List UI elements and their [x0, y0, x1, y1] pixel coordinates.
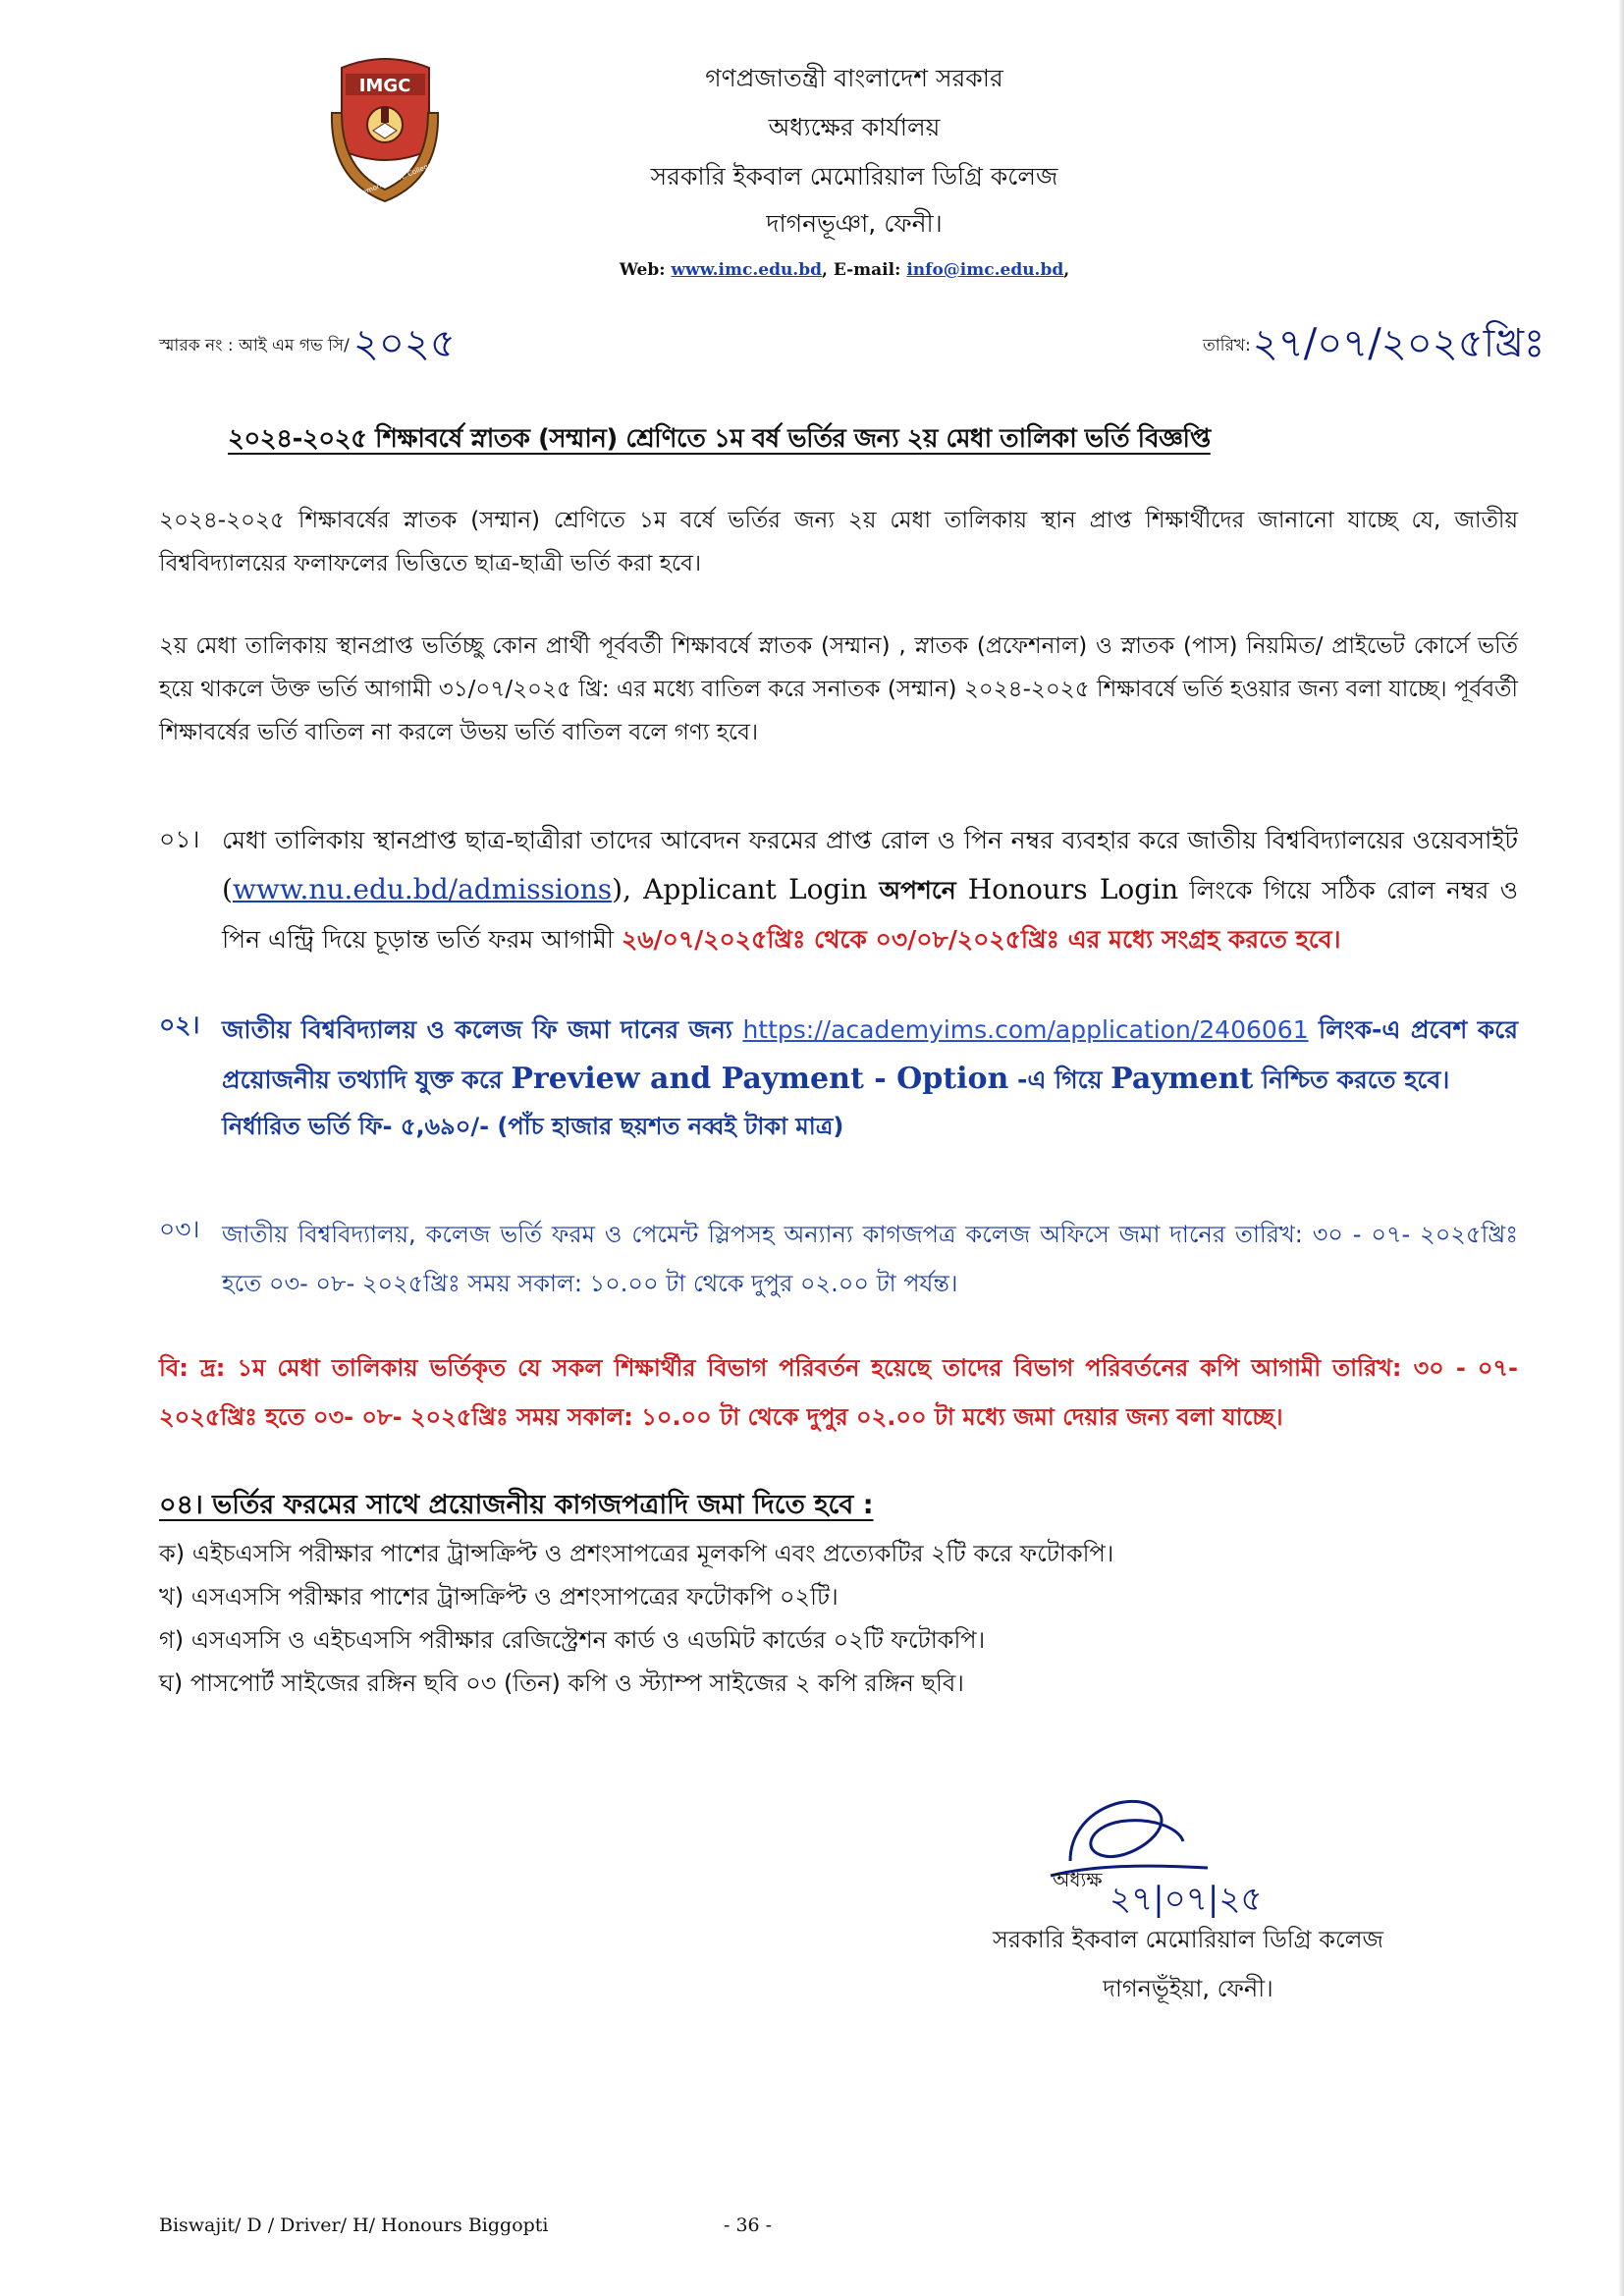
logo-ring-text: Iqbal Memorial Govt. College [338, 161, 434, 206]
logo-text: IMGC [358, 76, 411, 96]
header-line-office: অধ্যক্ষের কার্যালয় [768, 113, 941, 141]
item-2-number: ০২। [159, 1011, 200, 1039]
principal-title: অধ্যক্ষ [1053, 1868, 1103, 1891]
preview-payment-option-label: Preview and Payment - Option [511, 1062, 1009, 1096]
item-2-text [222, 1006, 1518, 1148]
date-handwritten-value: ২৭/০৭/২০২৫খ্রিঃ [1252, 321, 1545, 366]
header-line-location: দাগনভূঞা, ফেনী। [766, 209, 943, 238]
item-1-text-b: লিংকে গিয়ে সঠিক রোল নম্বর ও পিন এন্ট্রি দিয়ে চূড়ান্ত ভর্তি ফরম আগামী [222, 876, 1518, 954]
list-item: খ) এসএসসি পরীক্ষার পাশের ট্রান্সক্রিপ্ট ও প্রশংসাপত্রের ফটোকপি ০২টি। [159, 1583, 839, 1611]
web-label: Web: [619, 260, 666, 280]
footer-file-reference: Biswajit/ D / Driver/ H/ Honours Biggopti [159, 2214, 549, 2236]
item-1-paren-close: ), [612, 873, 644, 905]
paragraph-cancellation: ২য় মেধা তালিকায় স্থানপ্রাপ্ত ভর্তিচ্ছু কোন প্রার্থী পূর্ববর্তী শিক্ষাবর্ষে স্নাতক (সম্মান) , স্নাতক (প্রফেশনাল) ও স্নাতক (পাস) নিয়মিত/ প্রাইভেট কোর্সে ভর্তি হয়ে থাকলে উক্ত ভর্তি আগামী ৩১/০৭/২০২৫ খ্রি: এর মধ্যে বাতিল করে সনাতক (সম্মান) ২০২৪-২০২৫ শিক্ষাবর্ষে ভর্তি হওয়ার জন্য বলা যাচ্ছে। পূর্ববর্তী শিক্ষাবর্ষের ভর্তি বাতিল না করলে উভয় ভর্তি বাতিল বলে গণ্য হবে। [159, 633, 1518, 745]
signature-college-name: সরকারি ইকবাল মেমোরিয়াল ডিগ্রি কলেজ [992, 1926, 1384, 1953]
memo-number [159, 312, 456, 378]
item-1-text-a: মেধা তালিকায় স্থানপ্রাপ্ত ছাত্র-ছাত্রীরা তাদের আবেদন ফরমের প্রাপ্ত রোল ও পিন নম্বর ব্যবহার করে জাতীয় বিশ্ববিদ্যালয়ের ওয়েবসাইট [222, 826, 1518, 854]
website-link[interactable]: www.imc.edu.bd [671, 260, 823, 280]
payment-application-link[interactable]: https://academyims.com/application/2406061 [742, 1015, 1309, 1044]
item-3-number: ০৩। [159, 1215, 200, 1243]
signature-college-block [938, 1915, 1438, 2013]
signature-date: ২৭|০৭|২৫ [1110, 1880, 1263, 1919]
email-tail: , [1063, 260, 1070, 280]
contact-line [530, 260, 1159, 280]
email-link[interactable]: info@imc.edu.bd [906, 260, 1064, 280]
nu-admissions-link[interactable]: www.nu.edu.bd/admissions [232, 873, 613, 905]
principal-signature [1011, 1768, 1365, 1925]
footer-page-number: - 36 - [724, 2214, 773, 2236]
item-3-text: জাতীয় বিশ্ববিদ্যালয়, কলেজ ভর্তি ফরম ও পেমেন্ট স্লিপসহ অন্যান্য কাগজপত্র কলেজ অফিসে জমা দানের তারিখ: ৩০ - ০৭- ২০২৫খ্রিঃ হতে ০৩- ০৮- ২০২৫খ্রিঃ সময় সকাল: ১০.০০ টা থেকে দুপুর ০২.০০ টা পর্যন্ত। [222, 1221, 1518, 1297]
payment-label: Payment [1110, 1062, 1254, 1096]
required-documents-list [159, 1532, 1518, 1705]
item-1-number: ০১। [159, 825, 200, 853]
issue-date [1203, 312, 1544, 378]
date-label: তারিখ: [1203, 336, 1251, 355]
item-2-text-a: জাতীয় বিশ্ববিদ্যালয় ও কলেজ ফি জমা দানের জন্য [222, 1015, 743, 1044]
applicant-login-label: Applicant Login [643, 873, 868, 905]
item-1-paren-open: ( [222, 873, 233, 905]
header-line-college: সরকারি ইকবাল মেমোরিয়াল ডিগ্রি কলেজ [650, 162, 1058, 191]
admission-fee-line: নির্ধারিত ভর্তি ফি- ৫,৬৯০/- (পাঁচ হাজার ছয়শত নব্বই টাকা মাত্র) [222, 1113, 844, 1140]
honours-login-label: Honours Login [967, 873, 1179, 905]
special-note: বি: দ্র: ১ম মেধা তালিকায় ভর্তিকৃত যে সকল শিক্ষার্থীর বিভাগ পরিবর্তন হয়েছে তাদের বিভাগ পরিবর্তনের কপি আগামী তারিখ: ৩০ - ০৭- ২০২৫খ্রিঃ হতে ০৩- ০৮- ২০২৫খ্রিঃ সময় সকাল: ১০.০০ টা থেকে দুপুর ০২.০০ টা মধ্যে জমা দেয়ার জন্য বলা যাচ্ছে। [159, 1354, 1518, 1431]
item-1-text [222, 815, 1518, 964]
documents-heading: ০৪। ভর্তির ফরমের সাথে প্রয়োজনীয় কাগজপত্রাদি জমা দিতে হবে : [159, 1490, 874, 1520]
memo-label: স্মারক নং : আই এম গভ সি/ [159, 336, 350, 355]
item-1-option-word: অপশনে [867, 876, 968, 904]
item-1-deadline: ২৬/০৭/২০২৫খ্রিঃ থেকে ০৩/০৮/২০২৫খ্রিঃ এর মধ্যে সংগ্রহ করতে হবে। [622, 925, 1341, 954]
list-item: ঘ) পাসপোর্ট সাইজের রঙ্গিন ছবি ০৩ (তিন) কপি ও স্ট্যাম্প সাইজের ২ কপি রঙ্গিন ছবি। [159, 1669, 964, 1697]
paragraph-intro: ২০২৪-২০২৫ শিক্ষাবর্ষের স্নাতক (সম্মান) শ্রেণিতে ১ম বর্ষে ভর্তির জন্য ২য় মেধা তালিকায় স্থান প্রাপ্ত শিক্ষার্থীদের জানানো যাচ্ছে যে, জাতীয় বিশ্ববিদ্যালয়ের ফলাফলের ভিত্তিতে ছাত্র-ছাত্রী ভর্তি করা হবে। [159, 508, 1518, 576]
signature-college-location: দাগনভূঁইয়া, ফেনী। [1103, 1975, 1273, 2002]
email-label: , E-mail: [822, 260, 901, 280]
memo-handwritten-number: ২০২৫ [352, 321, 456, 366]
item-2-text-d: নিশ্চিত করতে হবে। [1253, 1066, 1450, 1094]
page-edge-shadow [1618, 0, 1624, 2296]
header-line-government: গণপ্রজাতন্ত্রী বাংলাদেশ সরকার [705, 64, 1003, 92]
list-item: ক) এইচএসসি পরীক্ষার পাশের ট্রান্সক্রিপ্ট ও প্রশংসাপত্রের মূলকপি এবং প্রত্যেকটির ২টি করে ফটোকপি। [159, 1540, 1114, 1567]
item-2-text-b: লিংক-এ প্রবেশ করে প্রয়োজনীয় তথ্যাদি যুক্ত করে [222, 1015, 1518, 1094]
college-logo [324, 54, 447, 206]
notice-title: ২০২৪-২০২৫ শিক্ষাবর্ষে স্নাতক (সম্মান) শ্রেণিতে ১ম বর্ষ ভর্তির জন্য ২য় মেধা তালিকা ভর্তি বিজ্ঞপ্তি [228, 424, 1211, 454]
item-2-text-c: -এ গিয়ে [1008, 1066, 1111, 1094]
list-item: গ) এসএসসি ও এইচএসসি পরীক্ষার রেজিস্ট্রেশন কার্ড ও এডমিট কার্ডের ০২টি ফটোকপি। [159, 1626, 986, 1654]
